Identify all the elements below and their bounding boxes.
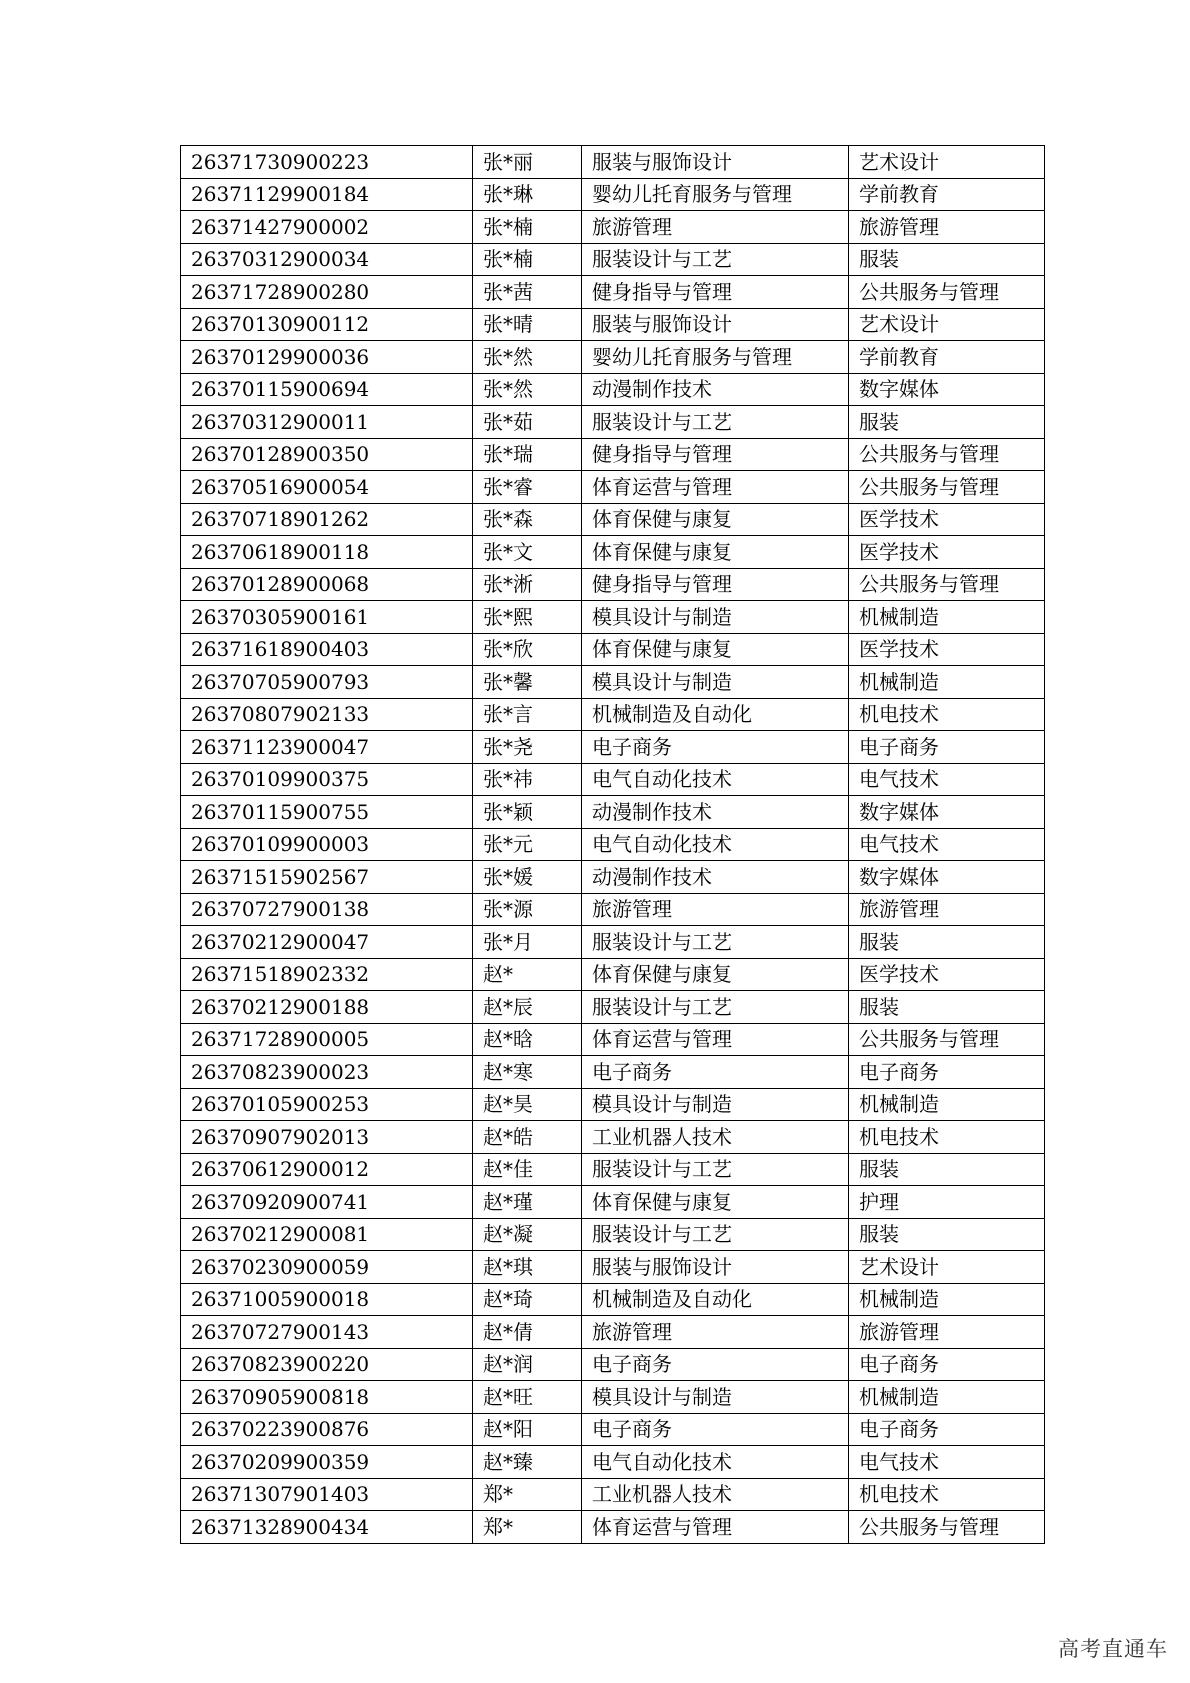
table-row <box>181 1088 1045 1121</box>
category-cell: 电子商务 <box>849 731 1045 764</box>
student-name-cell: 赵*佳 <box>473 1153 582 1186</box>
major-cell: 电子商务 <box>582 1348 849 1381</box>
major-cell: 模具设计与制造 <box>582 601 849 634</box>
table-row <box>181 1023 1045 1056</box>
category-cell: 电子商务 <box>849 1056 1045 1089</box>
table-row <box>181 308 1045 341</box>
table-row <box>181 796 1045 829</box>
major-cell: 体育运营与管理 <box>582 1511 849 1544</box>
major-cell: 体育运营与管理 <box>582 471 849 504</box>
table-row <box>181 1413 1045 1446</box>
table-row <box>181 1218 1045 1251</box>
category-cell: 电子商务 <box>849 1413 1045 1446</box>
table-row <box>181 536 1045 569</box>
category-cell: 医学技术 <box>849 633 1045 666</box>
student-name-cell: 张*熙 <box>473 601 582 634</box>
major-cell: 体育保健与康复 <box>582 503 849 536</box>
table-row <box>181 341 1045 374</box>
major-cell: 体育保健与康复 <box>582 633 849 666</box>
category-cell: 电气技术 <box>849 763 1045 796</box>
student-name-cell: 张*媛 <box>473 861 582 894</box>
student-name-cell: 赵*晗 <box>473 1023 582 1056</box>
table-row <box>181 666 1045 699</box>
candidate-number-cell: 26370823900023 <box>181 1056 473 1089</box>
category-cell: 机械制造 <box>849 1088 1045 1121</box>
student-name-cell: 张*言 <box>473 698 582 731</box>
candidate-number-cell: 26370823900220 <box>181 1348 473 1381</box>
category-cell: 公共服务与管理 <box>849 1023 1045 1056</box>
candidate-number-cell: 26370727900143 <box>181 1316 473 1349</box>
major-cell: 模具设计与制造 <box>582 1381 849 1414</box>
major-cell: 服装与服饰设计 <box>582 308 849 341</box>
student-name-cell: 张*文 <box>473 536 582 569</box>
major-cell: 体育保健与康复 <box>582 1186 849 1219</box>
table-row <box>181 1121 1045 1154</box>
table-row <box>181 698 1045 731</box>
table-row <box>181 211 1045 244</box>
major-cell: 服装设计与工艺 <box>582 406 849 439</box>
table-row <box>181 1511 1045 1544</box>
student-name-cell: 张*晴 <box>473 308 582 341</box>
table-row <box>181 276 1045 309</box>
student-name-cell: 张*楠 <box>473 211 582 244</box>
category-cell: 机电技术 <box>849 698 1045 731</box>
table-row <box>181 991 1045 1024</box>
candidate-number-cell: 26370109900375 <box>181 763 473 796</box>
category-cell: 医学技术 <box>849 536 1045 569</box>
table-row <box>181 1478 1045 1511</box>
category-cell: 公共服务与管理 <box>849 1511 1045 1544</box>
candidate-number-cell: 26370905900818 <box>181 1381 473 1414</box>
student-name-cell: 赵* <box>473 958 582 991</box>
candidate-number-cell: 26370212900047 <box>181 926 473 959</box>
student-name-cell: 赵*辰 <box>473 991 582 1024</box>
table-row <box>181 828 1045 861</box>
watermark-text: 高考直通车 <box>1058 1637 1168 1661</box>
student-name-cell: 郑* <box>473 1478 582 1511</box>
candidate-number-cell: 26370312900034 <box>181 243 473 276</box>
category-cell: 服装 <box>849 926 1045 959</box>
table-row <box>181 958 1045 991</box>
table-row <box>181 1446 1045 1479</box>
major-cell: 工业机器人技术 <box>582 1121 849 1154</box>
table-row <box>181 1316 1045 1349</box>
table-row <box>181 731 1045 764</box>
table-row <box>181 861 1045 894</box>
table-body <box>181 146 1045 1544</box>
student-name-cell: 张*颖 <box>473 796 582 829</box>
table-row <box>181 1056 1045 1089</box>
category-cell: 机电技术 <box>849 1121 1045 1154</box>
major-cell: 服装与服饰设计 <box>582 146 849 179</box>
category-cell: 旅游管理 <box>849 1316 1045 1349</box>
student-name-cell: 张*祎 <box>473 763 582 796</box>
candidate-number-cell: 26370705900793 <box>181 666 473 699</box>
candidate-number-cell: 26371728900280 <box>181 276 473 309</box>
candidate-number-cell: 26371518902332 <box>181 958 473 991</box>
category-cell: 数字媒体 <box>849 861 1045 894</box>
candidate-number-cell: 26371129900184 <box>181 178 473 211</box>
student-name-cell: 赵*旺 <box>473 1381 582 1414</box>
student-name-cell: 张*瑞 <box>473 438 582 471</box>
table-row <box>181 633 1045 666</box>
student-name-cell: 张*馨 <box>473 666 582 699</box>
candidate-number-cell: 26371728900005 <box>181 1023 473 1056</box>
table-row <box>181 568 1045 601</box>
category-cell: 数字媒体 <box>849 796 1045 829</box>
category-cell: 公共服务与管理 <box>849 471 1045 504</box>
student-name-cell: 张*然 <box>473 373 582 406</box>
candidate-number-cell: 26370920900741 <box>181 1186 473 1219</box>
major-cell: 动漫制作技术 <box>582 861 849 894</box>
candidate-number-cell: 26370130900112 <box>181 308 473 341</box>
table-row <box>181 373 1045 406</box>
student-name-cell: 张*楠 <box>473 243 582 276</box>
candidate-number-cell: 26370718901262 <box>181 503 473 536</box>
table-row <box>181 1186 1045 1219</box>
category-cell: 艺术设计 <box>849 1251 1045 1284</box>
category-cell: 医学技术 <box>849 503 1045 536</box>
major-cell: 服装与服饰设计 <box>582 1251 849 1284</box>
student-name-cell: 赵*凝 <box>473 1218 582 1251</box>
student-name-cell: 张*月 <box>473 926 582 959</box>
major-cell: 电子商务 <box>582 1413 849 1446</box>
category-cell: 公共服务与管理 <box>849 276 1045 309</box>
student-name-cell: 赵*臻 <box>473 1446 582 1479</box>
student-name-cell: 张*源 <box>473 893 582 926</box>
candidate-number-cell: 26371328900434 <box>181 1511 473 1544</box>
category-cell: 服装 <box>849 1153 1045 1186</box>
major-cell: 体育保健与康复 <box>582 958 849 991</box>
major-cell: 服装设计与工艺 <box>582 243 849 276</box>
student-name-cell: 赵*昊 <box>473 1088 582 1121</box>
candidate-number-cell: 26371730900223 <box>181 146 473 179</box>
table-row <box>181 178 1045 211</box>
candidate-number-cell: 26371618900403 <box>181 633 473 666</box>
major-cell: 旅游管理 <box>582 1316 849 1349</box>
category-cell: 机械制造 <box>849 601 1045 634</box>
major-cell: 健身指导与管理 <box>582 276 849 309</box>
candidate-number-cell: 26370312900011 <box>181 406 473 439</box>
table-row <box>181 471 1045 504</box>
category-cell: 数字媒体 <box>849 373 1045 406</box>
category-cell: 服装 <box>849 243 1045 276</box>
category-cell: 服装 <box>849 406 1045 439</box>
category-cell: 电气技术 <box>849 1446 1045 1479</box>
category-cell: 电气技术 <box>849 828 1045 861</box>
student-name-cell: 张*睿 <box>473 471 582 504</box>
table-row <box>181 503 1045 536</box>
category-cell: 电子商务 <box>849 1348 1045 1381</box>
category-cell: 机械制造 <box>849 666 1045 699</box>
candidate-number-cell: 26370230900059 <box>181 1251 473 1284</box>
table-row <box>181 438 1045 471</box>
major-cell: 模具设计与制造 <box>582 1088 849 1121</box>
major-cell: 服装设计与工艺 <box>582 926 849 959</box>
major-cell: 机械制造及自动化 <box>582 1283 849 1316</box>
student-name-cell: 赵*皓 <box>473 1121 582 1154</box>
major-cell: 婴幼儿托育服务与管理 <box>582 178 849 211</box>
candidate-number-cell: 26370109900003 <box>181 828 473 861</box>
student-name-cell: 赵*润 <box>473 1348 582 1381</box>
table-row <box>181 763 1045 796</box>
table-row <box>181 1251 1045 1284</box>
candidate-number-cell: 26371515902567 <box>181 861 473 894</box>
candidate-number-cell: 26370129900036 <box>181 341 473 374</box>
major-cell: 体育保健与康复 <box>582 536 849 569</box>
table-row <box>181 146 1045 179</box>
major-cell: 电子商务 <box>582 1056 849 1089</box>
candidate-number-cell: 26371307901403 <box>181 1478 473 1511</box>
table-row <box>181 1381 1045 1414</box>
major-cell: 模具设计与制造 <box>582 666 849 699</box>
category-cell: 机电技术 <box>849 1478 1045 1511</box>
student-name-cell: 郑* <box>473 1511 582 1544</box>
admission-list-table <box>180 145 1045 1544</box>
major-cell: 机械制造及自动化 <box>582 698 849 731</box>
candidate-number-cell: 26370128900350 <box>181 438 473 471</box>
category-cell: 服装 <box>849 991 1045 1024</box>
candidate-number-cell: 26370727900138 <box>181 893 473 926</box>
candidate-number-cell: 26370209900359 <box>181 1446 473 1479</box>
candidate-number-cell: 26370807902133 <box>181 698 473 731</box>
candidate-number-cell: 26370115900694 <box>181 373 473 406</box>
major-cell: 旅游管理 <box>582 893 849 926</box>
table-row <box>181 406 1045 439</box>
student-name-cell: 赵*瑾 <box>473 1186 582 1219</box>
category-cell: 护理 <box>849 1186 1045 1219</box>
category-cell: 机械制造 <box>849 1283 1045 1316</box>
candidate-number-cell: 26370516900054 <box>181 471 473 504</box>
candidate-number-cell: 26370128900068 <box>181 568 473 601</box>
category-cell: 学前教育 <box>849 341 1045 374</box>
student-name-cell: 赵*琦 <box>473 1283 582 1316</box>
candidate-number-cell: 26371123900047 <box>181 731 473 764</box>
student-name-cell: 张*茹 <box>473 406 582 439</box>
category-cell: 公共服务与管理 <box>849 568 1045 601</box>
major-cell: 服装设计与工艺 <box>582 1218 849 1251</box>
major-cell: 工业机器人技术 <box>582 1478 849 1511</box>
table-row <box>181 926 1045 959</box>
candidate-number-cell: 26371005900018 <box>181 1283 473 1316</box>
major-cell: 健身指导与管理 <box>582 438 849 471</box>
category-cell: 医学技术 <box>849 958 1045 991</box>
student-name-cell: 赵*阳 <box>473 1413 582 1446</box>
category-cell: 学前教育 <box>849 178 1045 211</box>
candidate-number-cell: 26371427900002 <box>181 211 473 244</box>
table-row <box>181 1153 1045 1186</box>
candidate-number-cell: 26370105900253 <box>181 1088 473 1121</box>
candidate-number-cell: 26370612900012 <box>181 1153 473 1186</box>
major-cell: 电气自动化技术 <box>582 763 849 796</box>
category-cell: 旅游管理 <box>849 211 1045 244</box>
student-name-cell: 张*丽 <box>473 146 582 179</box>
student-name-cell: 张*森 <box>473 503 582 536</box>
category-cell: 旅游管理 <box>849 893 1045 926</box>
table-row <box>181 243 1045 276</box>
candidate-number-cell: 26370907902013 <box>181 1121 473 1154</box>
student-name-cell: 张*欣 <box>473 633 582 666</box>
category-cell: 服装 <box>849 1218 1045 1251</box>
major-cell: 动漫制作技术 <box>582 796 849 829</box>
major-cell: 电气自动化技术 <box>582 1446 849 1479</box>
student-name-cell: 张*淅 <box>473 568 582 601</box>
student-name-cell: 张*尧 <box>473 731 582 764</box>
candidate-number-cell: 26370115900755 <box>181 796 473 829</box>
table-row <box>181 1348 1045 1381</box>
major-cell: 动漫制作技术 <box>582 373 849 406</box>
table-row <box>181 601 1045 634</box>
candidate-number-cell: 26370212900081 <box>181 1218 473 1251</box>
major-cell: 体育运营与管理 <box>582 1023 849 1056</box>
student-name-cell: 张*茜 <box>473 276 582 309</box>
student-name-cell: 赵*寒 <box>473 1056 582 1089</box>
category-cell: 艺术设计 <box>849 308 1045 341</box>
candidate-number-cell: 26370305900161 <box>181 601 473 634</box>
student-name-cell: 张*然 <box>473 341 582 374</box>
student-name-cell: 张*琳 <box>473 178 582 211</box>
student-name-cell: 张*元 <box>473 828 582 861</box>
major-cell: 服装设计与工艺 <box>582 991 849 1024</box>
student-name-cell: 赵*琪 <box>473 1251 582 1284</box>
student-name-cell: 赵*倩 <box>473 1316 582 1349</box>
category-cell: 公共服务与管理 <box>849 438 1045 471</box>
major-cell: 服装设计与工艺 <box>582 1153 849 1186</box>
table-row <box>181 893 1045 926</box>
table-row <box>181 1283 1045 1316</box>
candidate-number-cell: 26370212900188 <box>181 991 473 1024</box>
major-cell: 婴幼儿托育服务与管理 <box>582 341 849 374</box>
major-cell: 电气自动化技术 <box>582 828 849 861</box>
candidate-number-cell: 26370618900118 <box>181 536 473 569</box>
major-cell: 旅游管理 <box>582 211 849 244</box>
candidate-number-cell: 26370223900876 <box>181 1413 473 1446</box>
category-cell: 艺术设计 <box>849 146 1045 179</box>
major-cell: 健身指导与管理 <box>582 568 849 601</box>
category-cell: 机械制造 <box>849 1381 1045 1414</box>
major-cell: 电子商务 <box>582 731 849 764</box>
